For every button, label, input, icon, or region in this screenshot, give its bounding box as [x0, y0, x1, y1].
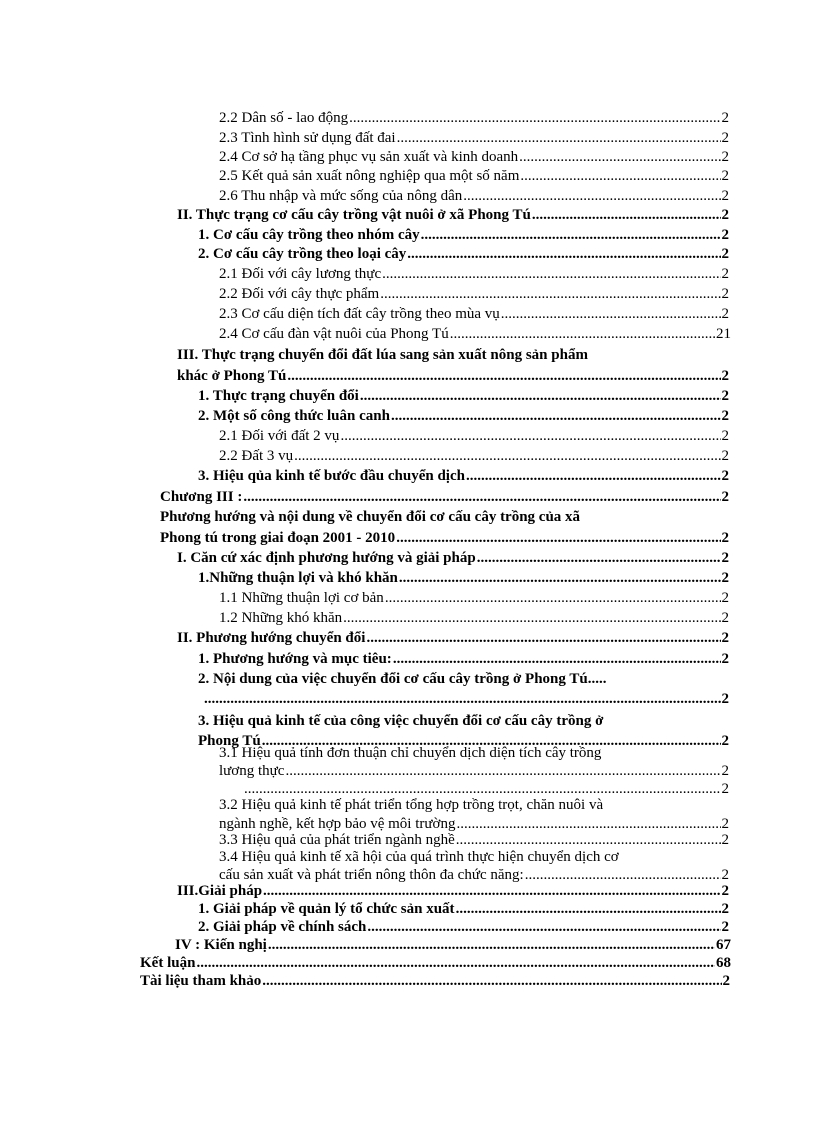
toc-entry: ..... 2: [203, 690, 729, 709]
dot-leader: [396, 529, 720, 548]
dot-leader: [204, 690, 721, 709]
dot-leader: [501, 305, 721, 324]
dot-leader: [397, 129, 721, 148]
dot-leader: [519, 148, 720, 167]
toc-entry: ngành nghề, kết hợp bảo vệ môi trường ..... 2: [219, 815, 729, 834]
toc-entry: Kết luận ..... 68: [140, 954, 731, 973]
toc-entry: Tài liệu tham khảo ..... 2: [140, 972, 730, 991]
toc-entry: Phong tú trong giai đoạn 2001 - 2010 ..... 2: [160, 529, 729, 548]
toc-entry: 2.4 Cơ sở hạ tầng phục vụ sản xuất và kinh doanh ..... 2: [219, 148, 729, 167]
dot-leader: [294, 447, 720, 466]
dot-leader: [340, 427, 720, 446]
dot-leader: [385, 589, 721, 608]
toc-entry-text: 3.1 Hiệu quả tính đơn thuận chỉ chuyển dịch diện tích cây trồng: [219, 745, 602, 761]
toc-entry: 2.1 Đối với cây lương thực ..... 2: [219, 265, 729, 284]
toc-entry: lương thực ..... 2: [219, 762, 729, 781]
dot-leader: [380, 285, 720, 304]
dot-leader: [243, 488, 720, 507]
dot-leader: [477, 549, 721, 568]
toc-entry: ..... 2: [243, 780, 729, 799]
dot-leader: [466, 467, 721, 486]
dot-leader: [391, 407, 721, 426]
dot-leader: [393, 650, 721, 669]
toc-entry: Chương III : ..... 2: [160, 488, 729, 507]
toc-entry: 2. Giải pháp về chính sách ..... 2: [198, 918, 729, 937]
dot-leader: [382, 265, 720, 284]
toc-entry: 2.1 Đối với đất 2 vụ ..... 2: [219, 427, 729, 446]
dot-leader: [407, 245, 720, 264]
dot-leader: [268, 936, 715, 955]
toc-entry: 2.3 Tình hình sử dụng đất đai ..... 2: [219, 129, 729, 148]
dot-leader: [349, 109, 720, 128]
toc-entry: 1.1 Những thuận lợi cơ bản ..... 2: [219, 589, 729, 608]
dot-leader: [456, 900, 721, 919]
dot-leader: [263, 882, 720, 901]
dot-leader: [360, 387, 721, 406]
toc-entry: 2. Một số công thức luân canh ..... 2: [198, 407, 729, 426]
dot-leader: [399, 569, 721, 588]
toc-entry: 1. Thực trạng chuyển đổi ..... 2: [198, 387, 729, 406]
toc-entry-text: 2. Nội dung của việc chuyển đổi cơ cấu cây trồng ở Phong Tú.....: [198, 671, 607, 687]
toc-entry: 3. Hiệu qủa kinh tế bước đầu chuyển dịch ..... 2: [198, 467, 729, 486]
dot-leader: [343, 609, 720, 628]
toc-entry: 2.2 Dân số - lao động ..... 2: [219, 109, 729, 128]
toc-entry-text: Phương hướng và nội dung về chuyển đổi cơ cấu cây trồng của xã: [160, 509, 581, 525]
toc-entry: 3.3 Hiệu quả của phát triển ngành nghề ..... 2: [219, 831, 729, 850]
toc-entry-text: 3. Hiệu quả kinh tế của công việc chuyển đổi cơ cấu cây trồng ở: [198, 713, 604, 729]
toc-entry: 2. Cơ cấu cây trồng theo loại cây ..... 2: [198, 245, 729, 264]
toc-entry: cấu sản xuất và phát triển nông thôn đa chức năng: ..... 2: [219, 866, 729, 885]
toc-entry: 2.2 Đất 3 vụ ..... 2: [219, 447, 729, 466]
toc-entry-text: 3.2 Hiệu quả kinh tế phát triển tổng hợp trồng trọt, chăn nuôi và: [219, 797, 604, 813]
toc-entry: IV : Kiến nghị ..... 67: [175, 936, 731, 955]
toc-entry: 1. Phương hướng và mục tiêu: ..... 2: [198, 650, 729, 669]
dot-leader: [463, 187, 720, 206]
toc-entry: 1. Giải pháp về quản lý tổ chức sản xuất ..... 2: [198, 900, 729, 919]
toc-entry: II. Thực trạng cơ cấu cây trồng vật nuôi ở xã Phong Tú ..... 2: [177, 206, 729, 225]
toc-entry: 2.5 Kết quả sản xuất nông nghiệp qua một số năm ..... 2: [219, 167, 729, 186]
dot-leader: [520, 167, 720, 186]
dot-leader: [450, 325, 715, 344]
toc-entry: 2.3 Cơ cấu diện tích đất cây trồng theo mùa vụ ..... 2: [219, 305, 729, 324]
toc-entry-text: III. Thực trạng chuyển đổi đất lúa sang sản xuất nông sản phẩm: [177, 347, 588, 363]
dot-leader: [421, 226, 721, 245]
dot-leader: [287, 367, 720, 386]
toc-entry: khác ở Phong Tú ..... 2: [177, 367, 729, 386]
toc-entry: II. Phương hướng chuyển đổi ..... 2: [177, 629, 729, 648]
dot-leader: [196, 954, 715, 973]
toc-entry: I. Căn cứ xác định phương hướng và giải pháp ..... 2: [177, 549, 729, 568]
toc-entry: 2.2 Đối với cây thực phẩm ..... 2: [219, 285, 729, 304]
toc-entry-text: 3.4 Hiệu quả kinh tế xã hội của quá trình thực hiện chuyển dịch cơ: [219, 849, 619, 865]
toc-entry: 2.4 Cơ cấu đàn vật nuôi của Phong Tú ..... 21: [219, 325, 731, 344]
toc-entry: 1. Cơ cấu cây trồng theo nhóm cây ..... 2: [198, 226, 729, 245]
toc-entry: 2.6 Thu nhập và mức sống của nông dân ..... 2: [219, 187, 729, 206]
toc-entry: III.Giải pháp ..... 2: [177, 882, 729, 901]
dot-leader: [532, 206, 721, 225]
dot-leader: [262, 972, 721, 991]
dot-leader: [367, 918, 720, 937]
toc-entry: 1.2 Những khó khăn ..... 2: [219, 609, 729, 628]
toc-entry: 1.Những thuận lợi và khó khăn ..... 2: [198, 569, 729, 588]
dot-leader: [366, 629, 720, 648]
dot-leader: [285, 762, 720, 781]
toc-entry: Phong Tú ..... 2: [198, 732, 729, 751]
